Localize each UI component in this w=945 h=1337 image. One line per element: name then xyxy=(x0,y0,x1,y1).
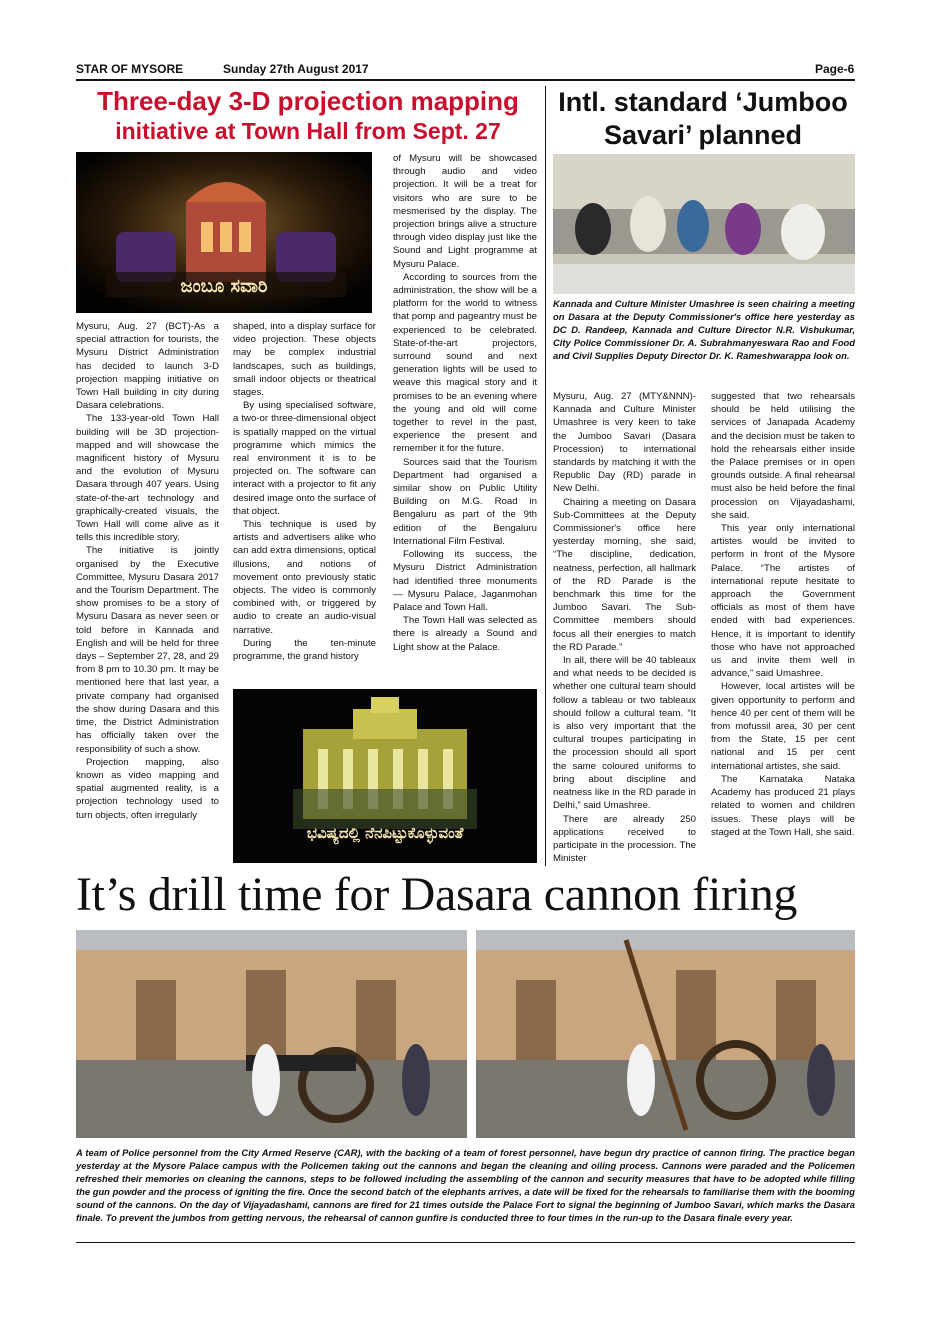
story2-col1-para: There are already 250 applications received to participate in the procession. The Minister xyxy=(553,813,696,865)
story1-column-3 xyxy=(393,152,537,682)
projection-overlay-text-2: ಭವಿಷ್ಯದಲ್ಲಿ ನೆನಪಿಟ್ಟುಕೊಳ್ಳುವಂತೆ xyxy=(306,824,464,842)
story1-col3-para: According to sources from the administration, the show will be a platform for the world to witness that pomp and pageantry must be experienced to be celebrated. State-of-the-art projectors, surround sound and next generation lights will be used to weave this magical story and it promises to be an evening where the young and old will come together to revel in the past, experience the present and remember it for the future. xyxy=(393,271,537,455)
story2-headline-line1: Intl. standard ‘Jumboo xyxy=(558,87,848,117)
story2-col1-para: In all, there will be 40 tableaux and what needs to be decided is whether one cultural team should follow a tableau or two tableaux should follow a cultural team. “It is also very important that the cultural troupes participating in the procession should all sport the same coloured uniforms to bring about discipline and neatness like in the RD parade in Delhi,” said Umashree. xyxy=(553,655,696,812)
masthead-date: Sunday 27th August 2017 xyxy=(223,62,369,76)
story1-col1-para: The initiative is jointly organised by the Executive Committee, Mysuru Dasara 2017 and the Tourism Department. The show promises to be a story of Mysuru Dasara as never seen or told before in Kannada and English and will be held for three days – September 27, 28, and 29 from 8 pm to 10.30 pm. It may be mentioned here that last year, a private company had organised the show during Dasara and this time, the District Administration has officially taken over the responsibility of such a show. xyxy=(76,545,219,755)
meeting-scene-graphic xyxy=(553,154,855,294)
page-number: Page-6 xyxy=(815,62,855,76)
meeting-photo xyxy=(553,154,855,294)
story1-col2-para: During the ten-minute programme, the grand history xyxy=(233,637,376,663)
story2-col2-para: The Karnataka Nataka Academy has produced 21 plays related to women and children issues. These plays will be staged at the Town Hall, she said. xyxy=(711,773,855,838)
header-rule xyxy=(76,79,855,81)
story2-col2-para: suggested that two rehearsals should be held utilising the services of Janapada Academy and the decision must be taken to hold the rehearsals either inside the Palace premises or in open grounds outside. A final rehearsal must also be held before the final procession on Vijayadashami, she said. xyxy=(711,391,855,521)
story1-headline-line2: initiative at Town Hall from Sept. 27 xyxy=(115,118,501,144)
story1-col1-para: The 133-year-old Town Hall building will be 3D projection-mapped and will showcase the magnificent history of Mysuru and the evolution of Mysuru Dasara through 407 years. Using state-of-the-art technology and graphically-created visuals, the Town Hall will come alive as it tells this incredible story. xyxy=(76,413,219,544)
story1-headline xyxy=(68,86,548,146)
story2-headline xyxy=(548,86,858,152)
story2-headline-line2: Savari’ planned xyxy=(603,120,803,150)
cannon-scene-graphic-left xyxy=(76,930,467,1138)
story2-column-2 xyxy=(711,390,855,866)
cannon-scene-graphic-right xyxy=(476,930,855,1138)
story2-col2-para: However, local artistes will be given opportunity to perform and hence 40 per cent of them will be from mofussil area, 30 per cent from the State, 15 per cent national and 15 per cent international artistes, she said. xyxy=(711,681,855,772)
story1-col2-para: This technique is used by artists and advertisers alike who can add extra dimensions, optical illusions, and notions of movement onto previously static objects. The video is commonly combined with, or triggered by audio to create an audio-visual narrative. xyxy=(233,519,376,636)
projection-photo-jumboo-savari xyxy=(76,152,372,313)
story1-col3-para: Following its success, the Mysuru District Administration had identified three monuments — Mysuru Palace, Jaganmohan Palace and Town Hall. xyxy=(393,549,537,613)
story2-col1-para: Mysuru, Aug. 27 (MTY&NNN)- Kannada and Culture Minister Umashree is very keen to take the Jumboo Savari (Dasara Procession) to international standards by matching it with the Republic Day (RD) parade in New Delhi. xyxy=(553,391,696,495)
meeting-photo-caption: Kannada and Culture Minister Umashree is seen chairing a meeting on Dasara at the Deputy Commissioner's office here yesterday as DC D. Randeep, Kannada and Culture Director N.R. Vishukumar, City Police Commissioner Dr. A. Subrahmanyeswara Rao and Food and Civil Supplies Deputy Director Dr. K. Rameshwarappa look on. xyxy=(553,298,855,361)
column-rule xyxy=(545,86,546,866)
projection-photo-town-hall xyxy=(233,689,537,863)
story1-col2-para: shaped, into a display surface for video projection. These objects may be complex industrial landscapes, such as buildings, small indoor objects or theatrical stages. xyxy=(233,321,376,399)
story1-column-1 xyxy=(76,320,219,865)
story1-col1-para: Projection mapping, also known as video mapping and spatial augmented reality, is a projection technology used to turn objects, often irregularly xyxy=(76,756,219,821)
story2-col2-para: This year only international artistes would be invited to perform in front of the Mysore Palace. “The artistes of international repute hesitate to approach the Government officials as most of them have ended with bad experiences. Hence, it is important to identify those who have not approached us and invite them well in advance,” said Umashree. xyxy=(711,523,855,680)
story2-column-1 xyxy=(553,390,696,866)
story1-headline-line1: Three-day 3-D projection mapping xyxy=(97,86,519,116)
story1-col3-para: Sources said that the Tourism Department had organised a similar show on Public Utility Building on M.G. Road in Bengaluru as part of the 9th edition of the Bengaluru International Film Festival. xyxy=(393,456,537,547)
story1-column-2 xyxy=(233,320,376,685)
story3-headline: It’s drill time for Dasara cannon firing xyxy=(76,868,798,921)
cannon-photo-right xyxy=(476,930,855,1138)
story1-col3-para: The Town Hall was selected as there is already a Sound and Light show at the Palace. xyxy=(393,615,537,653)
cannon-photo-left xyxy=(76,930,467,1138)
masthead-paper-name: STAR OF MYSORE xyxy=(76,62,184,76)
story1-col2-para: By using specialised software, a two-or three-dimensional object is spatially mapped on the virtual programme which mimics the real environment it is to be projected on. The software can interact with a projector to fit any desired image onto the surface of that object. xyxy=(233,400,376,517)
story1-col3-para: of Mysuru will be showcased through audio and video projection. It will be a treat for visitors who are sure to be mesmerised by the display. The projection brings alive a structure through video display just like the Sound and Light programme at Mysuru Palace. xyxy=(393,153,537,270)
story1-col1-para: Mysuru, Aug. 27 (BCT)-As a special attraction for tourists, the Mysuru District Administration has decided to launch 3-D projection mapping initiative on Town Hall building in city during Dasara celebrations. xyxy=(76,321,219,412)
projection-overlay-text-1: ಜಂಬೂ ಸವಾರಿ xyxy=(180,276,268,297)
footer-rule xyxy=(76,1242,855,1243)
cannon-photo-caption: A team of Police personnel from the City Armed Reserve (CAR), with the backing of a team of forest personnel, have begun dry practice of cannon firing. The practice began yesterday at the Mysore Palace campus with the Policemen taking out the cannons and began the cleaning and oiling process. Cannons were paraded and the Policemen refreshed their memories on cleaning the cannons, steps to be followed including the assembling of the cannon and security measures that have to be adopted while filling the gun powder and the process of igniting the fire. Once the second batch of the elephants arrives, a date will be fixed for the rehearsals to familiarise them with the booming sound of the cannons. On the day of Vijayadashami, cannons are fired for 21 times outside the Palace Fort to signal the beginning of Jumboo Savari, which marks the Dasara finale. To prevent the jumbos from getting nervous, the rehearsal of cannon gunfire is conducted three to four times in the run-up to the Dasara finale every year. xyxy=(76,1147,855,1223)
story2-col1-para: Chairing a meeting on Dasara Sub-Committees at the Deputy Commissioner's office here yesterday morning, she said, “The discipline, dedication, neatness, perfection, all hallmark of the RD Parade is the benchmark this time for the Jumboo Savari. The Sub-Committee members should focus all their energies to match the RD Parade.” xyxy=(553,496,696,653)
